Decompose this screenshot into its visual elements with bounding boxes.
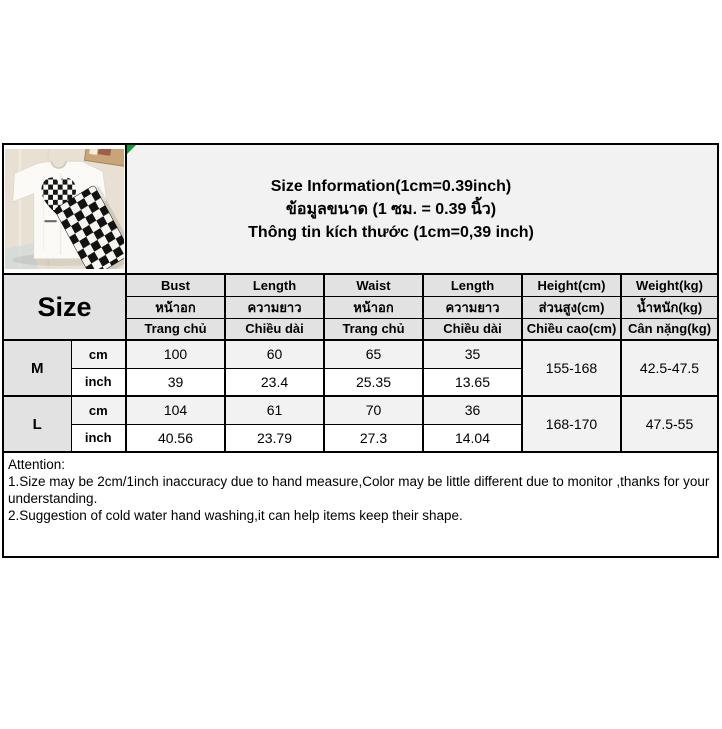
- header-waist-vi: Trang chủ: [324, 318, 423, 340]
- data-cell-l-cm-bust: 104: [126, 396, 225, 424]
- data-cell-m-inch-length1: 23.4: [225, 368, 324, 396]
- header-length2-vi: Chiều dài: [423, 318, 522, 340]
- data-cell-l-cm-length1: 61: [225, 396, 324, 424]
- title-thai: ข้อมูลขนาด (1 ซม. = 0.39 นิ้ว): [285, 200, 497, 218]
- data-cell-l-inch-length2: 14.04: [423, 424, 522, 452]
- data-cell-l-cm-length2: 36: [423, 396, 522, 424]
- header-waist-th: หน้าอก: [324, 296, 423, 318]
- data-cell-m-inch-length2: 13.65: [423, 368, 522, 396]
- attention-heading: Attention:: [8, 457, 66, 472]
- size-header-cell: Size: [3, 274, 126, 340]
- data-cell-l-inch-bust: 40.56: [126, 424, 225, 452]
- title-vietnamese: Thông tin kích thước (1cm=0,39 inch): [248, 223, 534, 241]
- unit-inch-label: inch: [71, 368, 126, 396]
- header-length2-en: Length: [423, 274, 522, 296]
- data-cell-m-cm-length1: 60: [225, 340, 324, 368]
- data-cell-m-inch-bust: 39: [126, 368, 225, 396]
- header-length2-th: ความยาว: [423, 296, 522, 318]
- data-cell-l-inch-length1: 23.79: [225, 424, 324, 452]
- size-l-label: L: [3, 396, 71, 452]
- header-height-en: Height(cm): [522, 274, 621, 296]
- cell-corner-marker-icon: [127, 145, 136, 154]
- title-english: Size Information(1cm=0.39inch): [270, 177, 512, 195]
- header-bust-vi: Trang chủ: [126, 318, 225, 340]
- header-length1-vi: Chiều dài: [225, 318, 324, 340]
- header-length1-en: Length: [225, 274, 324, 296]
- header-length1-th: ความยาว: [225, 296, 324, 318]
- attention-line-1: 1.Size may be 2cm/1inch inaccuracy due to hand measure,Color may be little different due to monitor ,thanks for your understanding.: [8, 474, 710, 506]
- attention-line-2: 2.Suggestion of cold water hand washing,it can help items keep their shape.: [8, 508, 463, 523]
- header-bust-th: หน้าอก: [126, 296, 225, 318]
- header-height-th: ส่วนสูง(cm): [522, 296, 621, 318]
- product-photo-cell: [3, 144, 126, 274]
- size-chart-table: [2, 143, 719, 558]
- header-weight-vi: Cân nặng(kg): [621, 318, 718, 340]
- header-bust-en: Bust: [126, 274, 225, 296]
- data-cell-m-cm-length2: 35: [423, 340, 522, 368]
- data-cell-m-cm-bust: 100: [126, 340, 225, 368]
- height-range-m: 155-168: [522, 340, 621, 396]
- unit-inch-label: inch: [71, 424, 126, 452]
- weight-range-l: 47.5-55: [621, 396, 718, 452]
- unit-cm-label: cm: [71, 340, 126, 368]
- header-weight-th: น้ำหนัก(kg): [621, 296, 718, 318]
- data-cell-l-cm-waist: 70: [324, 396, 423, 424]
- height-range-l: 168-170: [522, 396, 621, 452]
- size-m-label: M: [3, 340, 71, 396]
- data-cell-m-inch-waist: 25.35: [324, 368, 423, 396]
- size-info-title-cell: [126, 144, 718, 274]
- header-waist-en: Waist: [324, 274, 423, 296]
- header-height-vi: Chiều cao(cm): [522, 318, 621, 340]
- unit-cm-label: cm: [71, 396, 126, 424]
- weight-range-m: 42.5-47.5: [621, 340, 718, 396]
- size-information-table: [2, 143, 719, 558]
- header-weight-en: Weight(kg): [621, 274, 718, 296]
- data-cell-m-cm-waist: 65: [324, 340, 423, 368]
- data-cell-l-inch-waist: 27.3: [324, 424, 423, 452]
- attention-note: [3, 452, 718, 557]
- product-photo: [5, 149, 124, 269]
